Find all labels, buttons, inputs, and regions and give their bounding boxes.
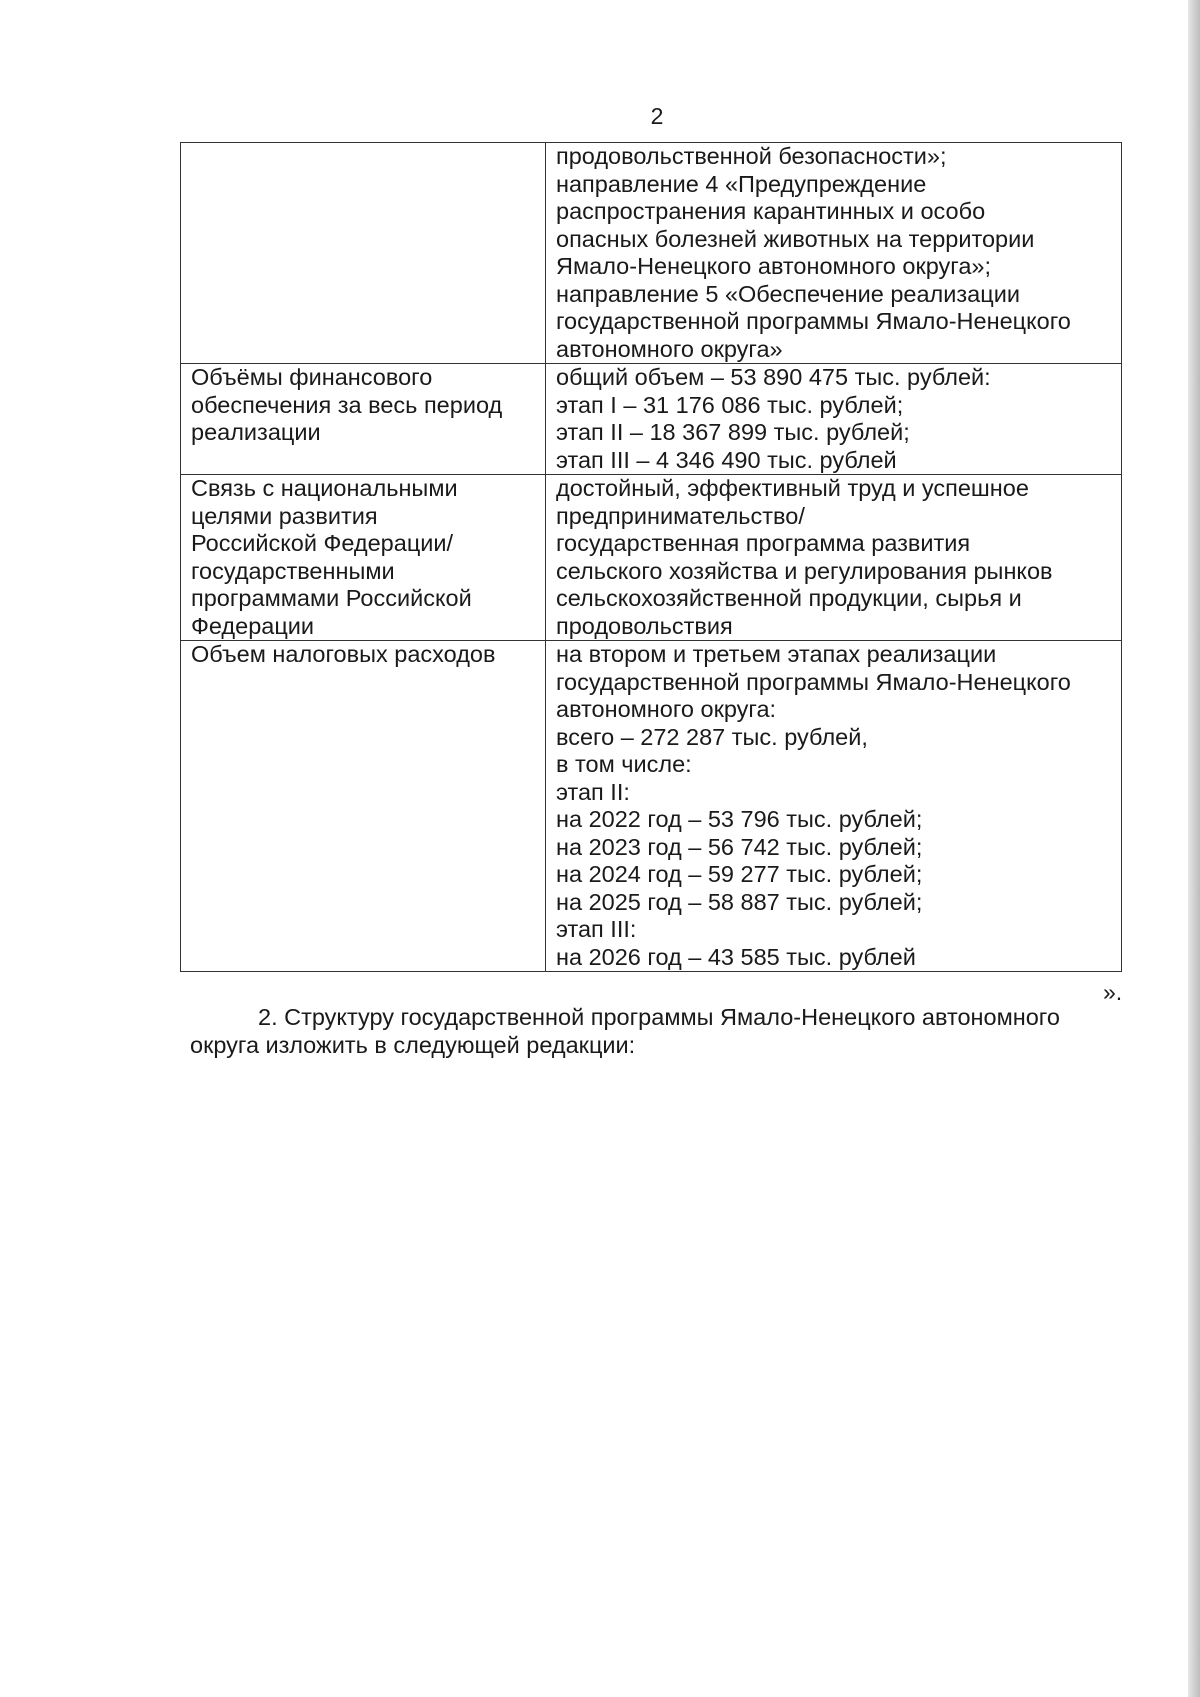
cell-text-line: сельского хозяйства и регулирования рынков [556, 557, 1053, 584]
cell-text-line: государственная программа развития [556, 530, 971, 556]
cell-text-line: Объем налоговых расходов [191, 641, 496, 667]
cell-text-line: государственной программы Ямало-Ненецкого [556, 668, 1071, 695]
row-label-cell [181, 641, 546, 972]
cell-text-line: достойный, эффективный труд и успешное [556, 475, 1029, 501]
cell-text-line: распространения карантинных и особо [556, 198, 986, 224]
cell-text-line: продовольственной безопасности»; [556, 143, 947, 169]
cell-text-line: опасных болезней животных на территории [556, 225, 1035, 252]
row-value-cell [546, 641, 1122, 972]
cell-text-line: сельскохозяйственной продукции, сырья и [556, 585, 1022, 611]
cell-text-line: государственными [191, 557, 395, 584]
scan-edge [1188, 0, 1200, 1697]
row-value-cell [546, 475, 1122, 641]
cell-text-line: продовольствия [556, 612, 733, 639]
cell-text-line: Связь с национальными [191, 475, 458, 501]
cell-text-line: на втором и третьем этапах реализации [556, 641, 997, 667]
program-passport-table [180, 142, 1122, 972]
cell-text-line: целями развития [191, 502, 378, 529]
row-value-cell [546, 143, 1122, 364]
cell-text-line: автономного округа: [556, 696, 777, 722]
cell-text-line: реализации [191, 419, 321, 445]
cell-text-line: направление 4 «Предупреждение [556, 170, 927, 197]
body-paragraph [190, 1003, 1130, 1059]
cell-text-line: на 2026 год – 43 585 тыс. рублей [556, 943, 916, 970]
cell-text-line: Российской Федерации/ [191, 530, 454, 556]
cell-text-line: государственной программы Ямало-Ненецкого [556, 308, 1071, 334]
closing-quote: ». [1103, 979, 1123, 1005]
cell-text-line: этап III: [556, 916, 637, 942]
cell-text-line: всего – 272 287 тыс. рублей, [556, 723, 868, 750]
paragraph-line: 2. Структуру государственной программы Ямало-Ненецкого автономного [258, 1004, 1060, 1030]
table-row [181, 475, 1122, 641]
row-label-cell [181, 475, 546, 641]
cell-text-line: автономного округа» [556, 335, 783, 362]
cell-text-line: на 2022 год – 53 796 тыс. рублей; [556, 806, 923, 832]
cell-text-line: на 2025 год – 58 887 тыс. рублей; [556, 888, 923, 915]
cell-text-line: обеспечения за весь период [191, 391, 503, 418]
row-value-cell [546, 364, 1122, 475]
cell-text-line: в том числе: [556, 751, 692, 777]
cell-text-line: этап III – 4 346 490 тыс. рублей [556, 446, 897, 473]
cell-text-line: общий объем – 53 890 475 тыс. рублей: [556, 364, 991, 390]
table-row [181, 641, 1122, 972]
cell-text-line: на 2023 год – 56 742 тыс. рублей; [556, 833, 923, 860]
table-row [181, 364, 1122, 475]
cell-text-line: этап II – 18 367 899 тыс. рублей; [556, 419, 910, 445]
row-label-cell [181, 143, 546, 364]
page-number: 2 [650, 103, 664, 129]
cell-text-line: этап II: [556, 778, 630, 805]
cell-text-line: Объёмы финансового [191, 364, 433, 390]
cell-text-line: Федерации [191, 612, 315, 639]
cell-text-line: Ямало-Ненецкого автономного округа»; [556, 253, 992, 279]
table-row [181, 143, 1122, 364]
cell-text-line: на 2024 год – 59 277 тыс. рублей; [556, 861, 923, 887]
cell-text-line: этап I – 31 176 086 тыс. рублей; [556, 391, 904, 418]
cell-text-line: программами Российской [191, 585, 472, 611]
row-label-cell [181, 364, 546, 475]
cell-text-line: направление 5 «Обеспечение реализации [556, 280, 1020, 307]
cell-text-line: предпринимательство/ [556, 502, 805, 529]
paragraph-line: округа изложить в следующей редакции: [190, 1032, 636, 1058]
